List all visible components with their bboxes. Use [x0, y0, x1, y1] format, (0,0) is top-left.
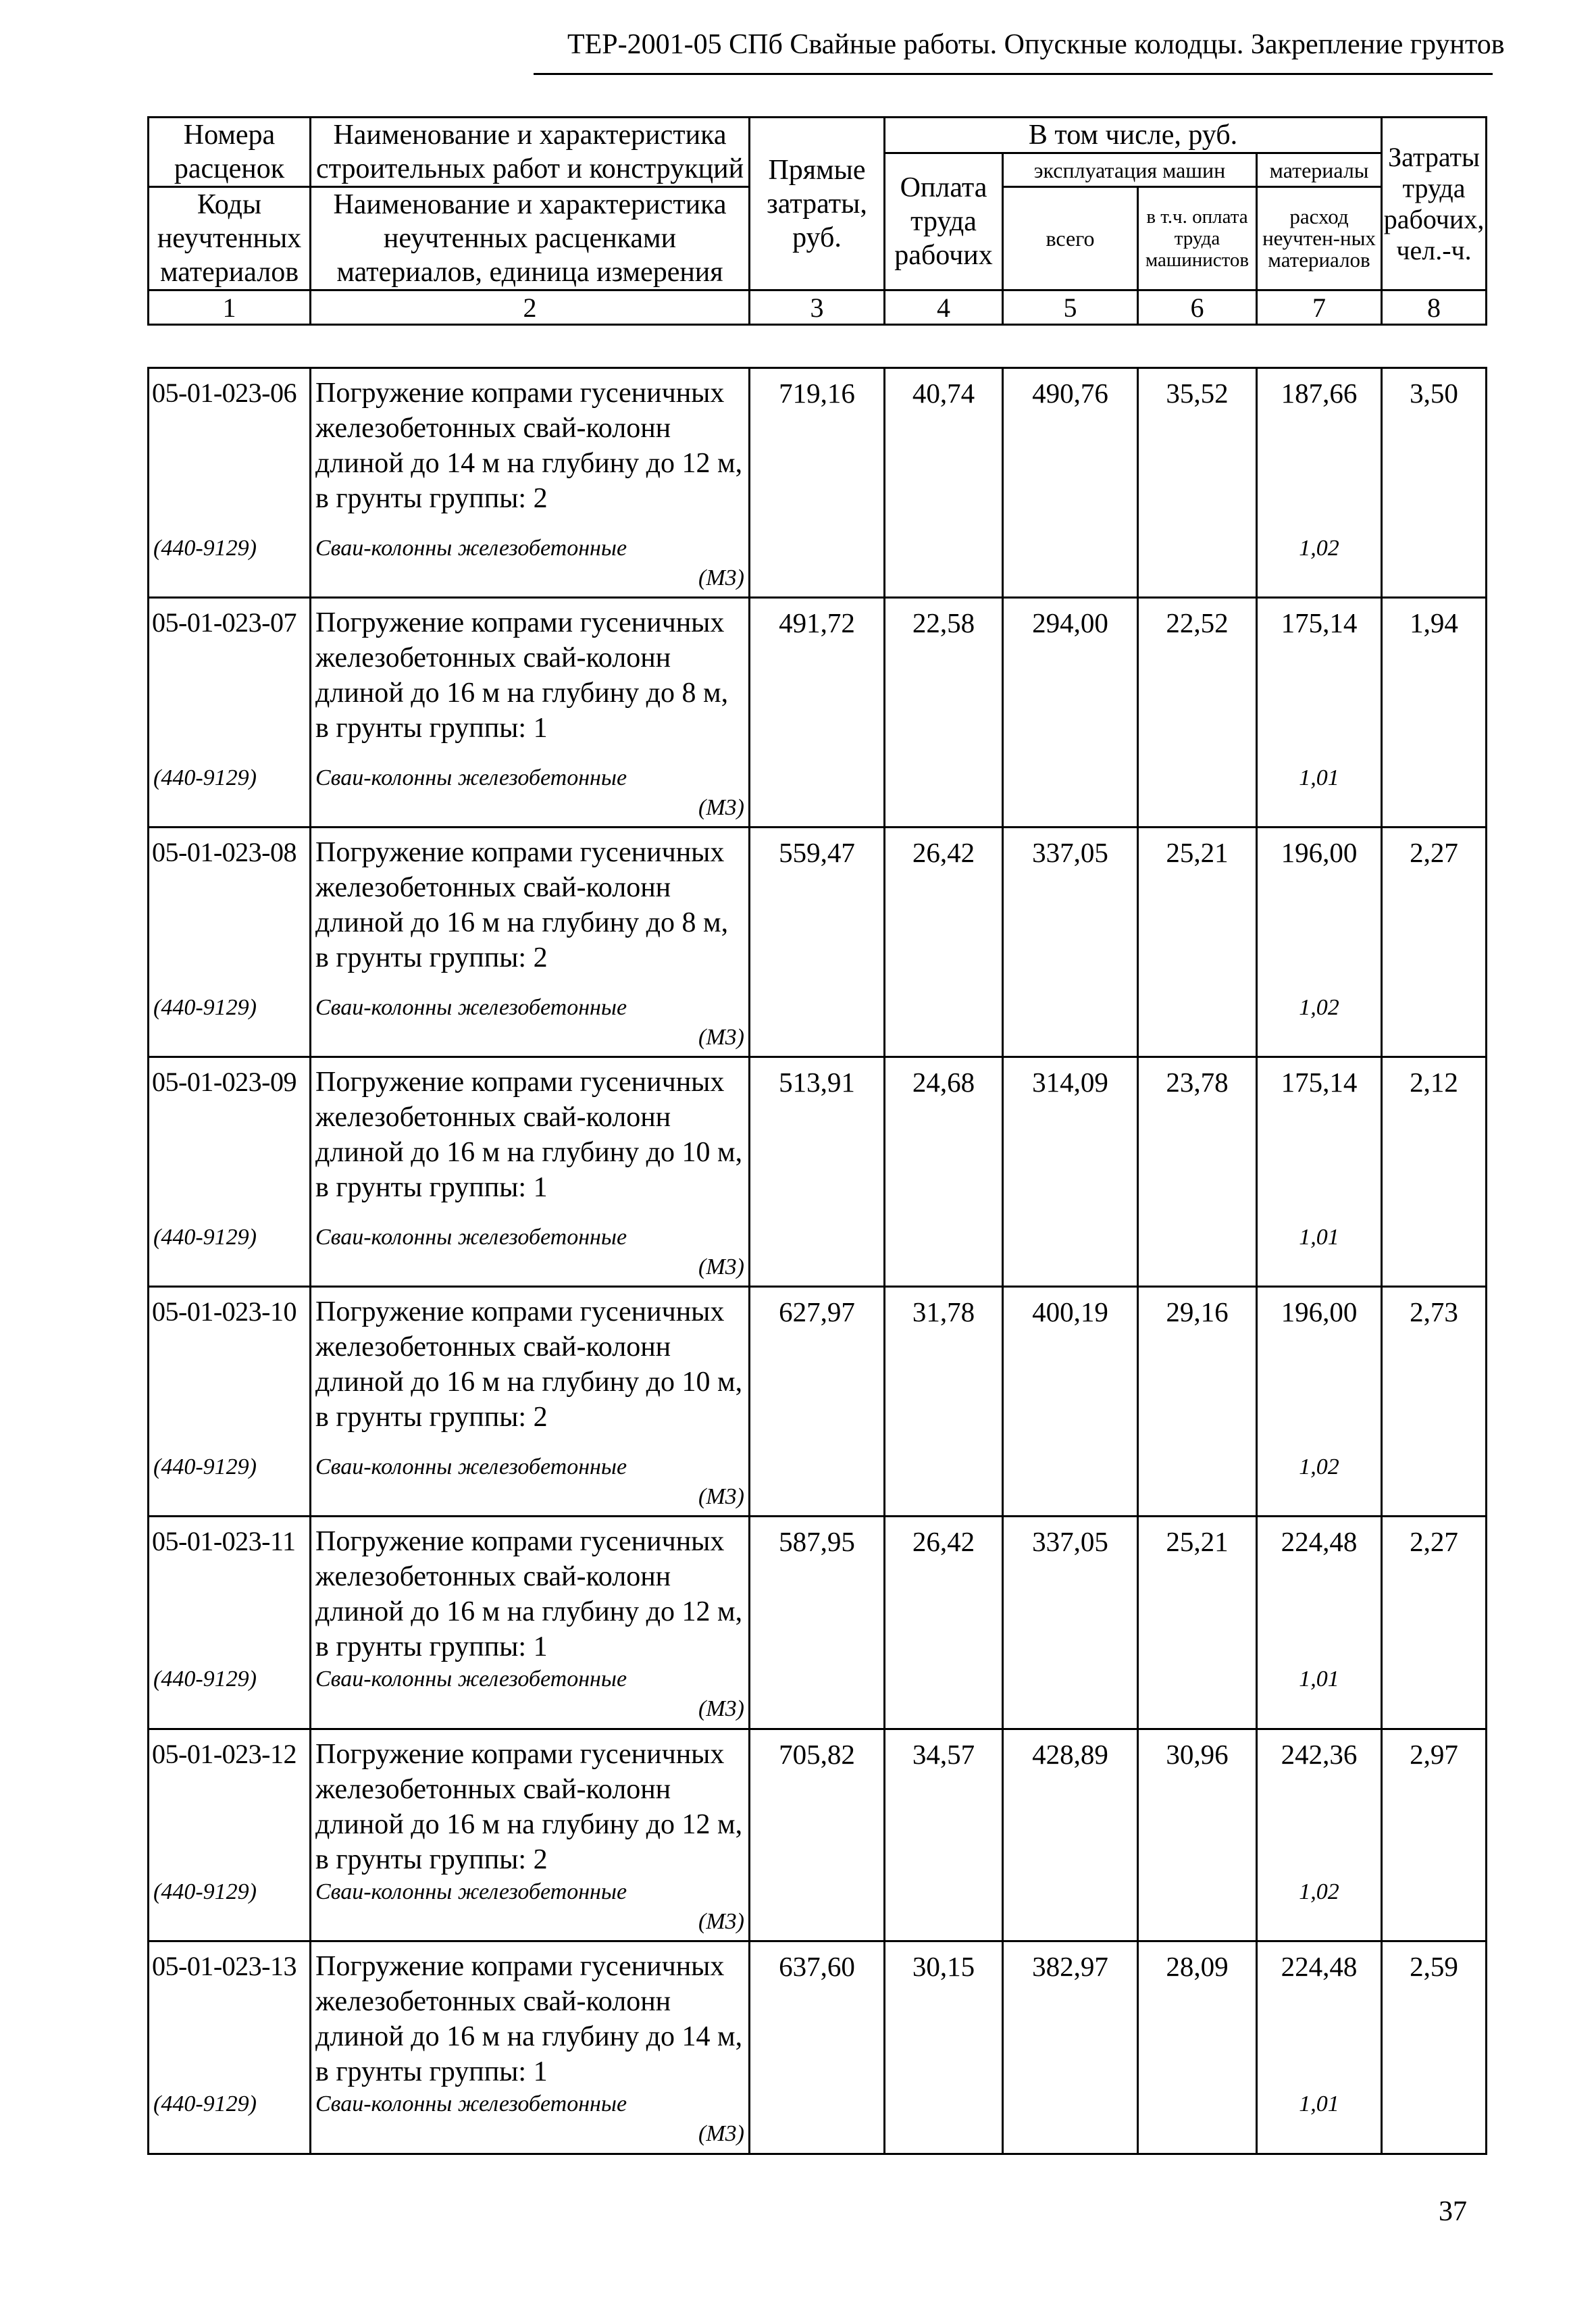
material-unit: (М3) — [698, 794, 744, 820]
material-name: Сваи-колонны железобетонные — [315, 1879, 627, 1904]
material-code: (440-9129) — [149, 1877, 311, 1941]
rate-labor-hours: 2,27 — [1382, 1517, 1487, 1665]
rate-row — [149, 1057, 1487, 1223]
material-name-cell — [311, 1877, 750, 1941]
rate-direct-cost: 491,72 — [750, 598, 885, 763]
rate-description: Погружение копрами гусеничных железобетонных свай-колонн длиной до 16 м на глубину до 10 м, в грунты группы: 2 — [311, 1287, 750, 1452]
header-col2-bottom: Наименование и характеристика неучтенных расценками материалов, единица измерения — [311, 187, 750, 290]
material-unit: (М3) — [698, 1908, 744, 1934]
rate-row — [149, 598, 1487, 763]
material-row — [149, 534, 1487, 598]
rate-row — [149, 828, 1487, 993]
rate-materials: 242,36 — [1257, 1729, 1382, 1877]
rate-description: Погружение копрами гусеничных железобетонных свай-колонн длиной до 16 м на глубину до 8 м, в грунты группы: 2 — [311, 828, 750, 993]
header-col8: Затраты труда рабочих, чел.-ч. — [1382, 118, 1487, 290]
material-name-cell — [311, 2089, 750, 2154]
rate-machine-labor: 23,78 — [1138, 1057, 1257, 1223]
rate-labor-hours: 2,73 — [1382, 1287, 1487, 1452]
material-unit: (М3) — [698, 565, 744, 590]
header-col1-bottom: Коды неучтенных материалов — [149, 187, 311, 290]
rate-description: Погружение копрами гусеничных железобетонных свай-колонн длиной до 14 м на глубину до 12 м, в грунты группы: 2 — [311, 368, 750, 534]
header-number: 8 — [1382, 290, 1487, 325]
rate-machine-labor: 35,52 — [1138, 368, 1257, 534]
material-quantity: 1,02 — [1257, 993, 1382, 1057]
rate-machine-total: 337,05 — [1003, 1517, 1138, 1665]
rate-machine-labor: 29,16 — [1138, 1287, 1257, 1452]
header-number: 2 — [311, 290, 750, 325]
rate-machine-total: 428,89 — [1003, 1729, 1138, 1877]
rate-description: Погружение копрами гусеничных железобетонных свай-колонн длиной до 16 м на глубину до 10 м, в грунты группы: 1 — [311, 1057, 750, 1223]
rate-machine-total: 294,00 — [1003, 598, 1138, 763]
rate-direct-cost: 637,60 — [750, 1941, 885, 2090]
material-name-cell — [311, 534, 750, 598]
rate-direct-cost: 719,16 — [750, 368, 885, 534]
rate-description: Погружение копрами гусеничных железобетонных свай-колонн длиной до 16 м на глубину до 12 м, в грунты группы: 1 — [311, 1517, 750, 1665]
header-col4: Оплата труда рабочих — [885, 153, 1003, 290]
rate-materials: 224,48 — [1257, 1941, 1382, 2090]
rate-code: 05-01-023-12 — [149, 1729, 311, 1877]
rate-direct-cost: 587,95 — [750, 1517, 885, 1665]
header-col5: всего — [1003, 187, 1138, 290]
material-name-cell — [311, 1664, 750, 1729]
header-number: 6 — [1138, 290, 1257, 325]
material-row — [149, 2089, 1487, 2154]
material-name-cell — [311, 1223, 750, 1287]
rate-description: Погружение копрами гусеничных железобетонных свай-колонн длиной до 16 м на глубину до 14 м, в грунты группы: 1 — [311, 1941, 750, 2090]
rate-labor-hours: 3,50 — [1382, 368, 1487, 534]
material-name: Сваи-колонны железобетонные — [315, 2091, 627, 2116]
rate-code: 05-01-023-13 — [149, 1941, 311, 2090]
rate-labor-cost: 22,58 — [885, 598, 1003, 763]
rate-code: 05-01-023-06 — [149, 368, 311, 534]
material-row — [149, 1877, 1487, 1941]
material-code: (440-9129) — [149, 1664, 311, 1729]
page-number: 37 — [1439, 2196, 1467, 2227]
material-name-cell — [311, 763, 750, 828]
rate-direct-cost: 627,97 — [750, 1287, 885, 1452]
material-code: (440-9129) — [149, 993, 311, 1057]
table-header — [147, 116, 1487, 326]
rate-labor-cost: 26,42 — [885, 828, 1003, 993]
material-code: (440-9129) — [149, 1223, 311, 1287]
rate-code: 05-01-023-10 — [149, 1287, 311, 1452]
material-name: Сваи-колонны железобетонные — [315, 1224, 627, 1250]
material-unit: (М3) — [698, 1254, 744, 1279]
rate-direct-cost: 705,82 — [750, 1729, 885, 1877]
material-quantity: 1,01 — [1257, 1664, 1382, 1729]
rate-labor-hours: 2,97 — [1382, 1729, 1487, 1877]
rate-machine-total: 382,97 — [1003, 1941, 1138, 2090]
header-rule — [534, 73, 1493, 75]
header-col1-top: Номера расценок — [149, 118, 311, 187]
rate-machine-labor: 22,52 — [1138, 598, 1257, 763]
material-row — [149, 993, 1487, 1057]
rate-materials: 175,14 — [1257, 598, 1382, 763]
header-col3: Прямые затраты, руб. — [750, 118, 885, 290]
header-number: 5 — [1003, 290, 1138, 325]
material-row — [149, 1223, 1487, 1287]
rate-machine-total: 314,09 — [1003, 1057, 1138, 1223]
header-col6: в т.ч. оплата труда машинистов — [1138, 187, 1257, 290]
material-name: Сваи-колонны железобетонные — [315, 535, 627, 561]
material-quantity: 1,02 — [1257, 1877, 1382, 1941]
material-row — [149, 763, 1487, 828]
rate-machine-labor: 25,21 — [1138, 828, 1257, 993]
rate-labor-hours: 2,59 — [1382, 1941, 1487, 2090]
rate-materials: 196,00 — [1257, 1287, 1382, 1452]
rate-labor-cost: 31,78 — [885, 1287, 1003, 1452]
header-col2-top: Наименование и характеристика строительных работ и конструкций — [311, 118, 750, 187]
material-unit: (М3) — [698, 1024, 744, 1050]
rate-row — [149, 1941, 1487, 2090]
rate-machine-total: 337,05 — [1003, 828, 1138, 993]
header-materials: материалы — [1257, 153, 1382, 187]
rate-row — [149, 1517, 1487, 1665]
material-unit: (М3) — [698, 1483, 744, 1509]
rates-table — [147, 367, 1487, 2155]
rate-labor-cost: 34,57 — [885, 1729, 1003, 1877]
header-group: В том числе, руб. — [885, 118, 1382, 153]
rate-materials: 175,14 — [1257, 1057, 1382, 1223]
rate-code: 05-01-023-11 — [149, 1517, 311, 1665]
rate-materials: 224,48 — [1257, 1517, 1382, 1665]
rate-materials: 196,00 — [1257, 828, 1382, 993]
material-code: (440-9129) — [149, 1452, 311, 1517]
rate-labor-cost: 24,68 — [885, 1057, 1003, 1223]
rate-code: 05-01-023-07 — [149, 598, 311, 763]
material-code: (440-9129) — [149, 763, 311, 828]
rate-labor-hours: 2,12 — [1382, 1057, 1487, 1223]
header-number: 7 — [1257, 290, 1382, 325]
material-unit: (М3) — [698, 1696, 744, 1721]
material-row — [149, 1664, 1487, 1729]
rate-row — [149, 1287, 1487, 1452]
header-col7: расход неучтен-ных материалов — [1257, 187, 1382, 290]
material-code: (440-9129) — [149, 2089, 311, 2154]
material-code: (440-9129) — [149, 534, 311, 598]
header-number: 3 — [750, 290, 885, 325]
material-name: Сваи-колонны железобетонные — [315, 1667, 627, 1692]
rate-labor-cost: 30,15 — [885, 1941, 1003, 2090]
page-header-title: ТЕР-2001-05 СПб Свайные работы. Опускные колодцы. Закрепление грунтов — [567, 29, 1505, 60]
rate-machine-labor: 28,09 — [1138, 1941, 1257, 2090]
rate-code: 05-01-023-08 — [149, 828, 311, 993]
material-row — [149, 1452, 1487, 1517]
material-quantity: 1,02 — [1257, 1452, 1382, 1517]
material-quantity: 1,01 — [1257, 2089, 1382, 2154]
rate-description: Погружение копрами гусеничных железобетонных свай-колонн длиной до 16 м на глубину до 8 м, в грунты группы: 1 — [311, 598, 750, 763]
rate-machine-total: 490,76 — [1003, 368, 1138, 534]
rate-code: 05-01-023-09 — [149, 1057, 311, 1223]
rate-machine-labor: 30,96 — [1138, 1729, 1257, 1877]
rate-row — [149, 1729, 1487, 1877]
rate-direct-cost: 559,47 — [750, 828, 885, 993]
header-numbers-row — [149, 290, 1487, 325]
rate-direct-cost: 513,91 — [750, 1057, 885, 1223]
rate-labor-cost: 40,74 — [885, 368, 1003, 534]
rate-labor-hours: 2,27 — [1382, 828, 1487, 993]
rate-materials: 187,66 — [1257, 368, 1382, 534]
material-name: Сваи-колонны железобетонные — [315, 765, 627, 790]
material-name: Сваи-колонны железобетонные — [315, 994, 627, 1020]
material-name: Сваи-колонны железобетонные — [315, 1454, 627, 1479]
rate-description: Погружение копрами гусеничных железобетонных свай-колонн длиной до 16 м на глубину до 12 м, в грунты группы: 2 — [311, 1729, 750, 1877]
material-name-cell — [311, 993, 750, 1057]
rate-machine-total: 400,19 — [1003, 1287, 1138, 1452]
material-quantity: 1,01 — [1257, 1223, 1382, 1287]
header-number: 1 — [149, 290, 311, 325]
rate-machine-labor: 25,21 — [1138, 1517, 1257, 1665]
material-quantity: 1,02 — [1257, 534, 1382, 598]
material-name-cell — [311, 1452, 750, 1517]
rate-labor-hours: 1,94 — [1382, 598, 1487, 763]
header-machines: эксплуатация машин — [1003, 153, 1257, 187]
rate-labor-cost: 26,42 — [885, 1517, 1003, 1665]
header-number: 4 — [885, 290, 1003, 325]
rate-row — [149, 368, 1487, 534]
material-quantity: 1,01 — [1257, 763, 1382, 828]
material-unit: (М3) — [698, 2121, 744, 2146]
